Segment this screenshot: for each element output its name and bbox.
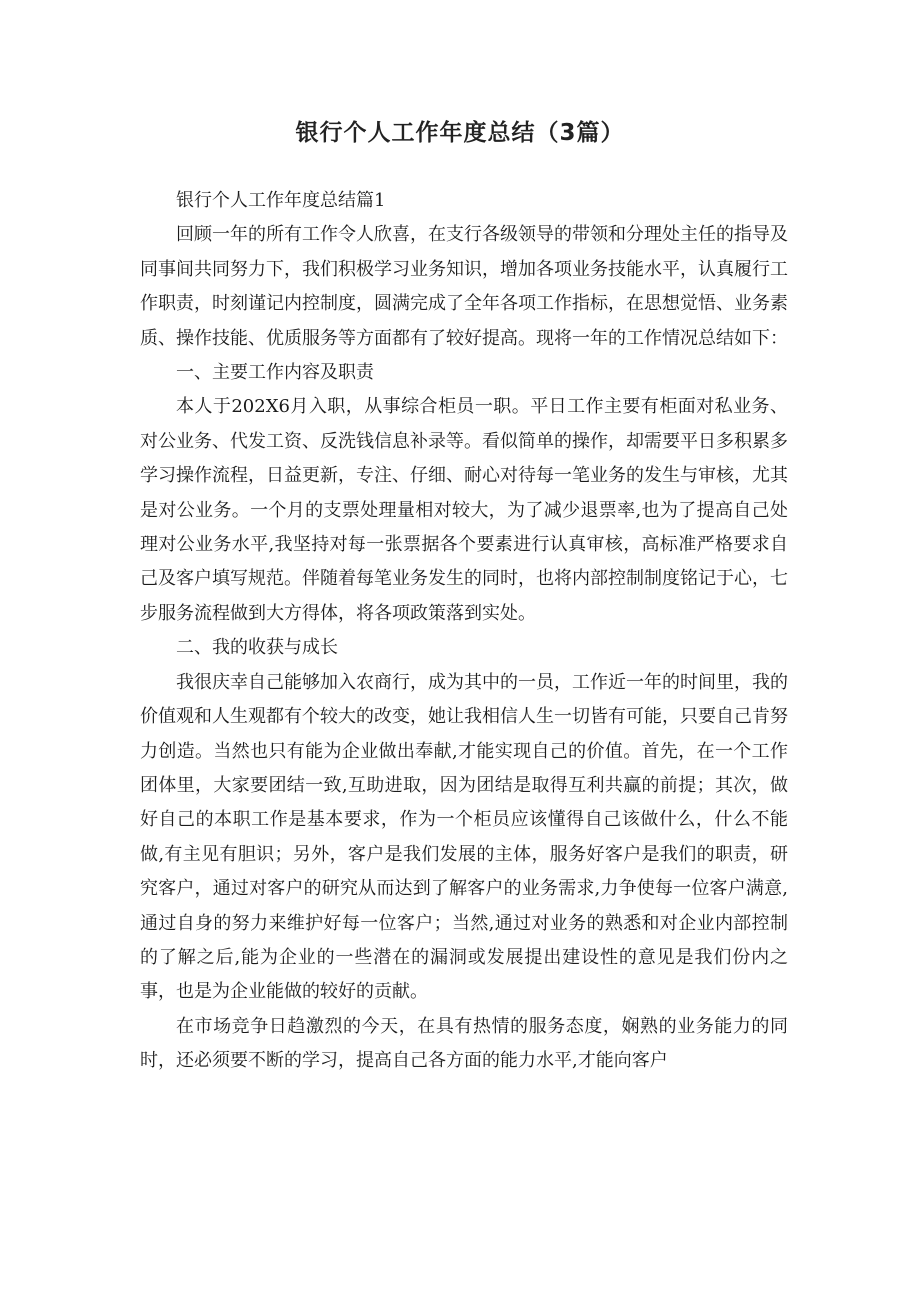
body-paragraph: 本人于202X6月入职，从事综合柜员一职。平日工作主要有柜面对私业务、对公业务、代发工资、反洗钱信息补录等。看似简单的操作，却需要平日多积累多学习操作流程，日益更新，专注、仔细、耐心对待每一笔业务的发生与审核，尤其是对公业务。一个月的支票处理量相对较大，为了减少退票率,也为了提高自己处理对公业务水平,我坚持对每一张票据各个要素进行认真审核，高标准严格要求自己及客户填写规范。伴随着每笔业务发生的同时，也将内部控制制度铭记于心，七步服务流程做到大方得体，将各项政策落到实处。 <box>140 396 788 624</box>
subsection-heading: 二、我的收获与成长 <box>176 637 338 659</box>
body-paragraph: 我很庆幸自己能够加入农商行，成为其中的一员，工作近一年的时间里，我的价值观和人生观都有个较大的改变，她让我相信人生一切皆有可能，只要自己肯努力创造。当然也只有能为企业做出奉献,才能实现自己的价值。首先，在一个工作团体里，大家要团结一致,互助进取，因为团结是取得互利共赢的前提；其次，做好自己的本职工作是基本要求，作为一个柜员应该懂得自己该做什么，什么不能做,有主见有胆识；另外，客户是我们发展的主体，服务好客户是我们的职责，研究客户，通过对客户的研究从而达到了解客户的业务需求,力争使每一位客户满意,通过自身的努力来维护好每一位客户；当然,通过对业务的熟悉和对企业内部控制的了解之后,能为企业的一些潜在的漏洞或发展提出建设性的意见是我们份内之事，也是为企业能做的较好的贡献。 <box>140 671 788 1003</box>
body-paragraph: 在市场竞争日趋激烈的今天，在具有热情的服务态度，娴熟的业务能力的同时，还必须要不断的学习，提高自己各方面的能力水平,才能向客户 <box>140 1015 788 1072</box>
subsection-heading: 一、主要工作内容及职责 <box>176 362 374 384</box>
document-body <box>140 184 788 1079</box>
section-heading: 银行个人工作年度总结篇1 <box>176 190 386 211</box>
document-title: 银行个人工作年度总结（3篇） <box>295 120 625 146</box>
body-paragraph: 回顾一年的所有工作令人欣喜，在支行各级领导的带领和分理处主任的指导及同事间共同努力下，我们积极学习业务知识，增加各项业务技能水平，认真履行工作职责，时刻谨记内控制度，圆满完成了全年各项工作指标，在思想觉悟、业务素质、操作技能、优质服务等方面都有了较好提高。现将一年的工作情况总结如下： <box>140 224 788 349</box>
